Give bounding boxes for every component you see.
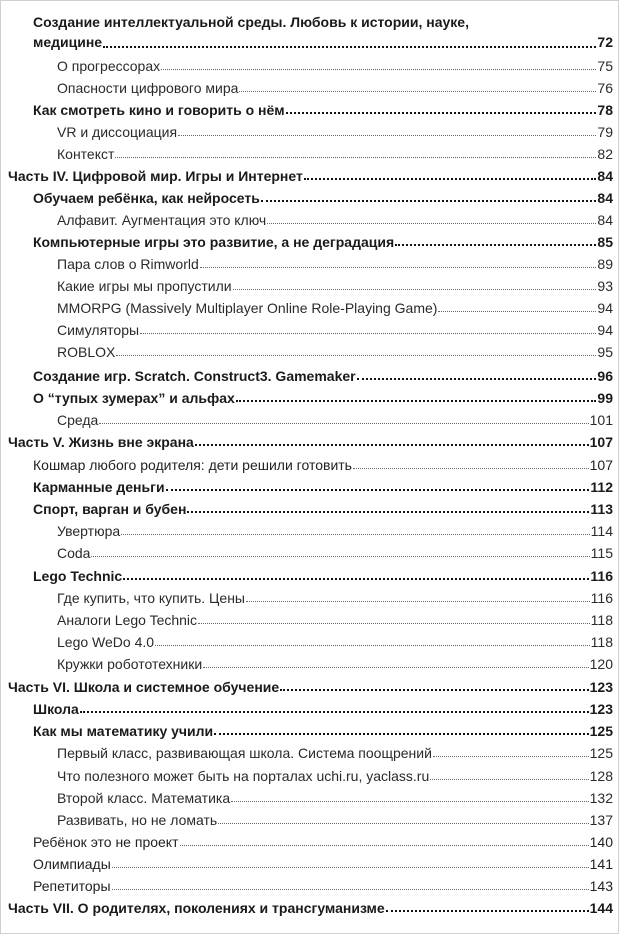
toc-entry[interactable] [33,386,613,406]
toc-entry-title: О прогрессорах [57,58,161,74]
dot-leader [178,134,596,136]
toc-page-number: 95 [597,344,613,360]
toc-page-number: 99 [597,390,613,406]
toc-entry-title: Среда [57,412,99,428]
toc-entry[interactable] [33,564,613,584]
dot-leader [121,533,590,535]
dot-leader [267,222,596,224]
toc-page-number: 76 [597,80,613,96]
dot-leader [161,68,596,70]
toc-page-number: 93 [597,278,613,294]
dot-leader [395,243,596,246]
toc-page-number: 132 [589,790,613,806]
toc-page-number: 94 [597,300,613,316]
toc-entry-title: Школа [33,701,79,717]
toc-entry[interactable] [57,541,613,561]
toc-entry-title: Первый класс, развивающая школа. Система поощрений [57,745,432,761]
toc-entry-title: Что полезного может быть на порталах uchi.ru, yaclass.ru [57,768,430,784]
toc-part-entry[interactable] [8,896,613,916]
toc-page-number: 120 [589,656,613,672]
dot-leader [438,310,596,312]
toc-entry-title: Обучаем ребёнка, как нейросеть [33,190,260,206]
dot-leader [304,177,597,180]
toc-entry[interactable] [33,719,613,739]
dot-leader [140,332,596,334]
toc-entry[interactable] [33,186,613,206]
toc-page-number: 141 [589,856,613,872]
toc-entry-title: Опасности цифрового мира [57,80,239,96]
toc-entry[interactable] [57,652,613,672]
dot-leader [112,888,589,890]
toc-entry-title: Кружки робототехники [57,656,203,672]
toc-entry-title: Какие игры мы пропустили [57,278,232,294]
toc-page-number: 89 [597,256,613,272]
toc-page-number: 75 [597,58,613,74]
toc-entry[interactable] [57,764,613,784]
dot-leader [103,45,596,48]
toc-page-number: 107 [589,434,613,450]
toc-entry[interactable] [33,98,613,118]
toc-entry[interactable] [57,741,613,761]
toc-page-number: 140 [589,834,613,850]
toc-entry[interactable] [57,274,613,294]
toc-page-number: 72 [597,34,613,50]
toc-page-number: 143 [589,878,613,894]
dot-leader [218,822,588,824]
toc-page-number: 144 [589,900,613,916]
dot-leader [195,443,589,446]
toc-page-number: 112 [590,479,613,495]
toc-entry-title: Часть VI. Школа и системное обучение [8,679,280,695]
dot-leader [112,866,589,868]
dot-leader [116,354,596,356]
toc-entry[interactable] [57,608,613,628]
dot-leader [236,399,597,402]
dot-leader [200,266,597,268]
toc-entry-title: Как смотреть кино и говорить о нём [33,102,285,118]
toc-page-number: 115 [590,545,613,561]
toc-entry[interactable] [57,786,613,806]
toc-page-number: 123 [589,679,613,695]
toc-entry[interactable] [57,630,613,650]
dot-leader [166,488,590,491]
toc-entry-title-cont: медицине [33,34,103,50]
dot-leader [430,778,588,780]
dot-leader [214,732,589,735]
toc-entry[interactable] [57,408,613,428]
toc-entry[interactable] [57,808,613,828]
dot-leader [203,666,588,668]
toc-entry-title: Кошмар любого родителя: дети решили готовить [33,457,352,473]
toc-entry-title: Часть V. Жизнь вне экрана [8,434,194,450]
dot-leader [433,755,589,757]
dot-leader [280,688,588,691]
toc-entry-title: Карманные деньги [33,479,165,495]
toc-page-number: 84 [597,212,613,228]
toc-page-number: 118 [590,634,613,650]
toc-page-number: 85 [597,234,613,250]
toc-entry-title: ROBLOX [57,344,116,360]
dot-leader [239,90,596,92]
toc-entry[interactable] [57,340,613,360]
dot-leader [386,909,589,912]
dot-leader [155,644,590,646]
toc-entry-title: Репетиторы [33,878,111,894]
dot-leader [231,800,589,802]
dot-leader [198,622,590,624]
toc-entry[interactable] [57,208,613,228]
toc-page-number: 96 [597,368,613,384]
toc-part-entry[interactable] [8,164,613,184]
toc-page-number: 107 [589,457,613,473]
dot-leader [115,156,596,158]
toc-entry-title: Создание интеллектуальной среды. Любовь к истории, науке, [33,14,469,30]
toc-entry[interactable] [57,54,613,74]
toc-entry-title: Алфавит. Аугментация это ключ [57,212,267,228]
dot-leader [123,577,589,580]
toc-entry-title: Симуляторы [57,322,140,338]
toc-entry-title: MMORPG (Massively Multiplayer Online Role-Playing Game) [57,300,438,316]
toc-entry[interactable] [33,874,613,894]
toc-page-number: 118 [590,612,613,628]
toc-part-entry[interactable] [8,430,613,450]
toc-entry-title: Coda [57,545,91,561]
toc-entry-title: Олимпиады [33,856,111,872]
toc-entry-title: Увертюра [57,523,121,539]
toc-entry[interactable] [33,453,613,473]
dot-leader [286,111,597,114]
toc-entry[interactable] [57,252,613,272]
toc-entry[interactable] [33,852,613,872]
dot-leader [99,422,588,424]
toc-page-number: 125 [589,745,613,761]
dot-leader [233,288,597,290]
toc-entry[interactable] [33,497,613,517]
toc-page-number: 84 [597,168,613,184]
toc-page-number: 123 [589,701,613,717]
toc-entry-title: VR и диссоциация [57,124,178,140]
toc-entry[interactable] [33,830,613,850]
dot-leader [261,199,597,202]
toc-page-number: 78 [597,102,613,118]
toc-page-number: 94 [597,322,613,338]
dot-leader [91,555,589,557]
toc-entry-title: Второй класс. Математика [57,790,231,806]
dot-leader [246,600,590,602]
toc-entry[interactable] [57,76,613,96]
toc-entry-title: Аналоги Lego Technic [57,612,198,628]
dot-leader [187,510,589,513]
toc-entry-title: Часть VII. О родителях, поколениях и трансгуманизме [8,900,385,916]
toc-entry-title: Часть IV. Цифровой мир. Игры и Интернет [8,168,303,184]
dot-leader [180,844,589,846]
toc-page-number: 113 [590,501,613,517]
toc-page-number: 137 [589,812,613,828]
toc-page-number: 114 [590,523,613,539]
toc-entry[interactable] [57,318,613,338]
toc-entry[interactable] [33,364,613,384]
toc-entry[interactable] [33,475,613,495]
toc-page-number: 101 [589,412,613,428]
toc-page-number: 84 [597,190,613,206]
toc-entry-line [33,32,613,52]
toc-page-number: 82 [597,146,613,162]
toc-entry[interactable] [33,697,613,717]
toc-entry[interactable] [57,142,613,162]
toc-entry[interactable] [57,586,613,606]
toc-page-number: 79 [597,124,613,140]
toc-entry-title: Где купить, что купить. Цены [57,590,245,606]
toc-page-number: 128 [589,768,613,784]
toc-entry-title: Контекст [57,146,115,162]
dot-leader [80,710,589,713]
toc-entry[interactable] [57,519,613,539]
toc-entry-title: Lego Technic [33,568,123,584]
toc-entry-title: Пара слов о Rimworld [57,256,199,272]
toc-entry-title: Ребёнок это не проект [33,834,179,850]
toc-page-number: 116 [590,568,613,584]
toc-entry-title: Спорт, варган и бубен [33,501,187,517]
toc-entry-title: Развивать, но не ломать [57,812,218,828]
dot-leader [357,377,597,380]
toc-entry-title: Создание игр. Scratch. Construct3. Gamemaker [33,368,356,384]
toc-entry-title: Компьютерные игры это развитие, а не деградация [33,234,395,250]
toc-page-number: 116 [590,590,613,606]
toc-entry[interactable] [33,12,613,52]
toc-page-number: 125 [589,723,613,739]
toc-entry-title: Как мы математику учили [33,723,214,739]
toc-part-entry[interactable] [8,675,613,695]
toc-entry[interactable] [33,230,613,250]
toc-entry[interactable] [57,296,613,316]
toc-entry-title: Lego WeDo 4.0 [57,634,155,650]
dot-leader [353,467,589,469]
toc-entry[interactable] [57,120,613,140]
toc-entry-title: О “тупых зумерах” и альфах [33,390,235,406]
